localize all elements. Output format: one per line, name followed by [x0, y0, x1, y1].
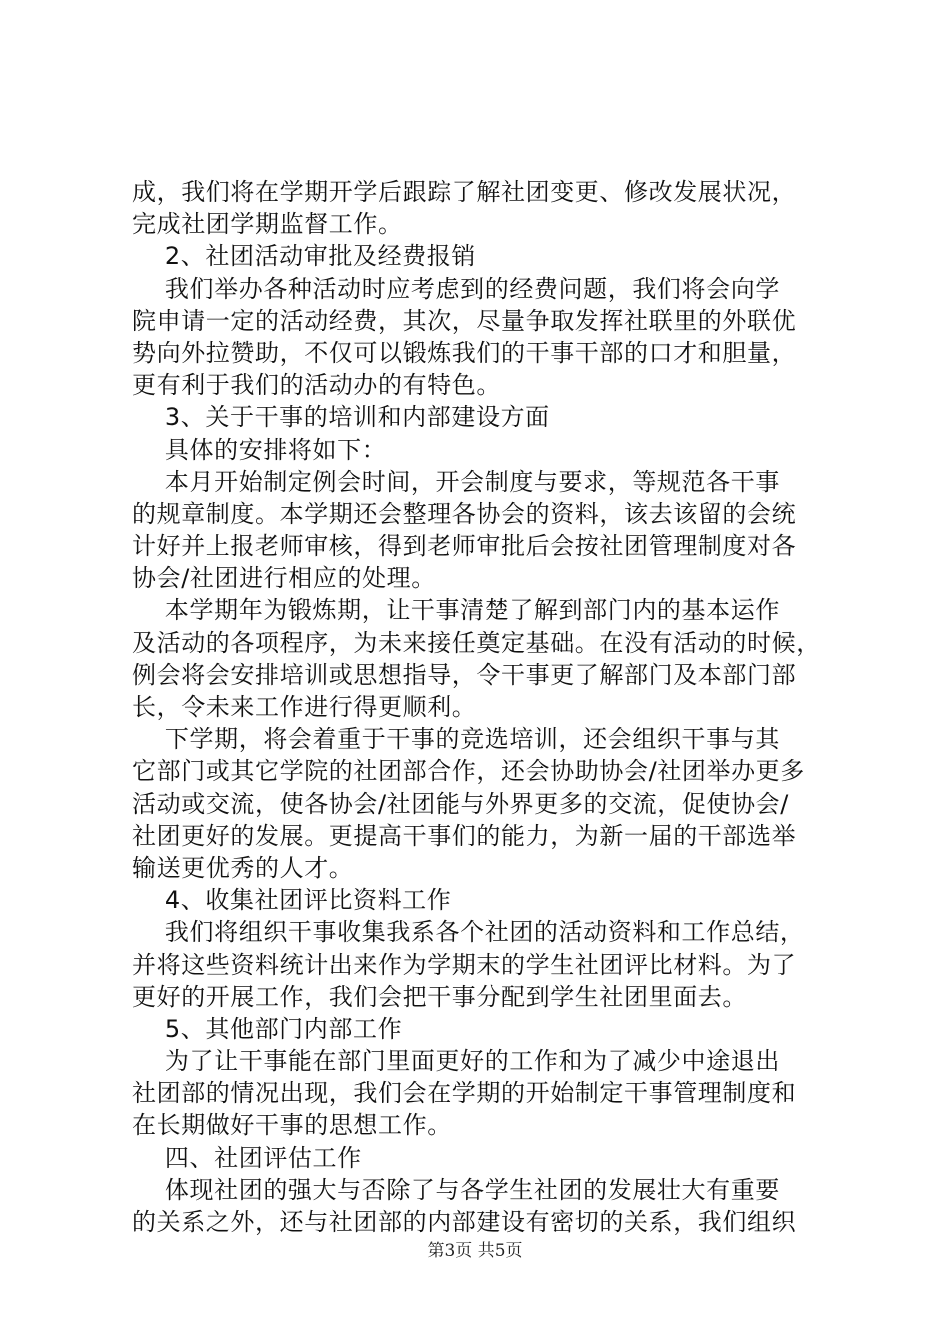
- text-line: 5、其他部门内部工作: [132, 1014, 403, 1043]
- text-line: 本月开始制定例会时间，开会制度与要求，等规范各干事: [132, 467, 780, 496]
- text-line: 并将这些资料统计出来作为学期末的学生社团评比材料。为了: [132, 950, 797, 979]
- text-line: 4、收集社团评比资料工作: [132, 886, 452, 915]
- text-line: 长，令未来工作进行得更顺利。: [132, 693, 477, 721]
- text-line: 院申请一定的活动经费，其次，尽量争取发挥社联里的外联优: [132, 306, 797, 335]
- page-footer: 第3页 共5页: [427, 1241, 523, 1261]
- text-line: 活动或交流，使各协会/社团能与外界更多的交流，促使协会/: [132, 789, 789, 818]
- text-line: 社团部的情况出现，我们会在学期的开始制定干事管理制度和: [132, 1079, 797, 1108]
- text-line: 下学期，将会着重于干事的竞选培训，还会组织干事与其: [132, 725, 780, 754]
- text-line: 具体的安排将如下：: [132, 435, 387, 464]
- text-line: 我们举办各种活动时应考虑到的经费问题，我们将会向学: [132, 274, 780, 303]
- text-line: 更好的开展工作，我们会把干事分配到学生社团里面去。: [132, 982, 747, 1011]
- text-line: 协会/社团进行相应的处理。: [132, 564, 436, 593]
- text-line: 体现社团的强大与否除了与各学生社团的发展壮大有重要: [132, 1175, 780, 1204]
- text-line: 例会将会安排培训或思想指导，令干事更了解部门及本部门部: [132, 660, 797, 689]
- document-body: [132, 176, 832, 1238]
- text-line: 输送更优秀的人才。: [132, 853, 354, 882]
- text-line: 2、社团活动审批及经费报销: [132, 242, 476, 271]
- text-line: 计好并上报老师审核，得到老师审批后会按社团管理制度对各: [132, 532, 797, 561]
- text-line: 本学期年为锻炼期，让干事清楚了解到部门内的基本运作: [132, 596, 780, 625]
- text-line: 的规章制度。本学期还会整理各协会的资料，该去该留的会统: [132, 499, 797, 528]
- text-line: 四、社团评估工作: [132, 1143, 362, 1172]
- text-line: 社团更好的发展。更提高干事们的能力，为新一届的干部选举: [132, 821, 797, 850]
- text-line: 更有利于我们的活动办的有特色。: [132, 371, 501, 400]
- text-line: 它部门或其它学院的社团部合作，还会协助协会/社团举办更多: [132, 757, 805, 786]
- text-line: 完成社团学期监督工作。: [132, 210, 403, 239]
- text-line: 的关系之外，还与社团部的内部建设有密切的关系，我们组织: [132, 1208, 797, 1236]
- text-line: 我们将组织干事收集我系各个社团的活动资料和工作总结，: [132, 918, 805, 947]
- text-line: 在长期做好干事的思想工作。: [132, 1111, 452, 1140]
- text-line: 为了让干事能在部门里面更好的工作和为了减少中途退出: [132, 1047, 780, 1076]
- text-line: 3、关于干事的培训和内部建设方面: [132, 403, 550, 432]
- text-line: 及活动的各项程序，为未来接任奠定基础。在没有活动的时候，: [132, 628, 821, 657]
- text-line: 势向外拉赞助，不仅可以锻炼我们的干事干部的口才和胆量，: [132, 338, 797, 367]
- text-line: 成，我们将在学期开学后跟踪了解社团变更、修改发展状况，: [132, 178, 797, 206]
